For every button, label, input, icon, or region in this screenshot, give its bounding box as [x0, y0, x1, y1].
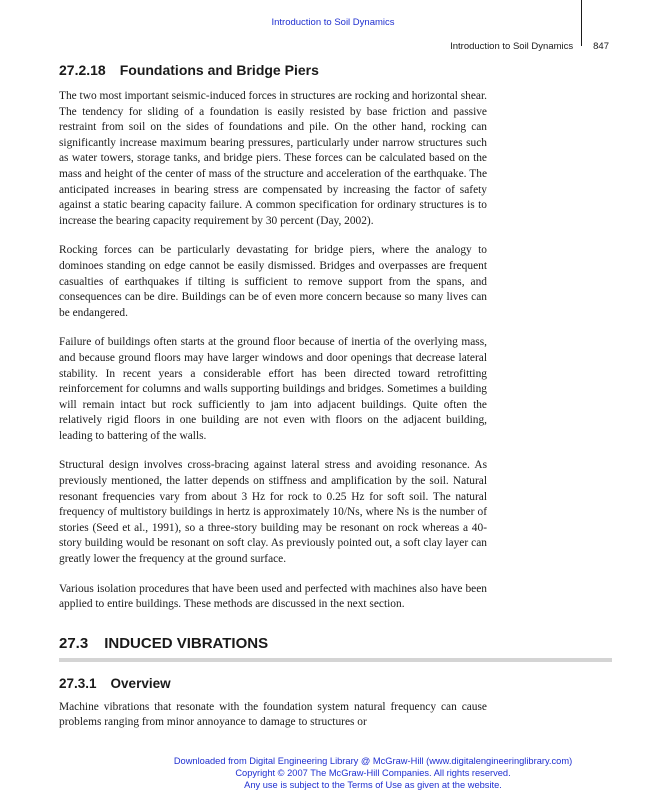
page-number: 847	[593, 41, 609, 52]
section-heading-27-3-1	[59, 676, 487, 691]
page-body	[59, 62, 487, 745]
section-title: INDUCED VIBRATIONS	[104, 634, 269, 652]
section-divider	[59, 658, 612, 662]
footer-notice	[0, 755, 666, 791]
section-number: 27.2.18	[59, 62, 106, 78]
paragraph-isolation-procedures: Various isolation procedures that have been used and perfected with machines also have been applied to entire buildings. These methods are discussed in the next section.	[59, 582, 487, 611]
section-number: 27.3	[59, 634, 89, 652]
footer-download-line[interactable]: Downloaded from Digital Engineering Library @ McGraw-Hill (www.digitalengineeringlibrary.com)	[173, 756, 573, 766]
header-vertical-rule	[581, 0, 582, 46]
section-number: 27.3.1	[59, 675, 97, 691]
paragraph-structural-design: Structural design involves cross-bracing against lateral stress and avoiding resonance. As previously mentioned, the latter depends on stiffness and amplification by the soil. Natural resonant frequencies vary from about 3 Hz for rock to 0.25 Hz for soft soil. The natural frequency of multistory buildings in hertz is approximately 10/Ns, where Ns is the number of stories (Seed et al., 1991), so a three-story building may be resonant on rock whereas a 40-story building would be resonant on soft clay. As previously pointed out, a soft clay layer can greatly lower the frequency at the ground surface.	[59, 459, 487, 566]
running-head	[450, 41, 609, 52]
paragraph-machine-vibrations: Machine vibrations that resonate with the foundation system natural frequency can cause problems ranging from minor annoyance to damage to structures or	[59, 700, 487, 729]
paragraph-rocking-and-shear: The two most important seismic-induced forces in structures are rocking and horizontal shear. The tendency for sliding of a foundation is easily resisted by base friction and passive restraint from soil on the sides of foundations and pile. On the other hand, rocking can significantly increase maximum bearing pressures, particularly under narrow structures such as water towers, storage tanks, and bridge piers. These forces can be calculated based on the mass and height of the center of mass of the structure and acceleration of the earthquake. The anticipated increases in bearing stress are compensated by increasing the factor of safety against a static bearing capacity failure. A common specification for ordinary structures is to increase the bearing capacity requirement by 30 percent (Day, 2002).	[59, 90, 487, 227]
footer-copyright-line: Copyright © 2007 The McGraw-Hill Companies. All rights reserved.	[235, 768, 511, 778]
section-title: Overview	[110, 675, 171, 691]
section-heading-27-3	[59, 635, 487, 652]
paragraph-building-failure: Failure of buildings often starts at the ground floor because of inertia of the overlying mass, and because ground floors may have larger windows and door openings that decrease lateral stability. In recent years a considerable effort has been directed toward retrofitting reinforcement for columns and walls supporting buildings and bridges. Sometimes a building will remain intact but rock sufficiently to jam into adjacent buildings. Quite often the relatively rigid floors in one building are not even with floors on the adjacent building, leading to battering of the walls.	[59, 336, 487, 442]
top-header-link[interactable]: Introduction to Soil Dynamics	[271, 17, 395, 28]
running-title: Introduction to Soil Dynamics	[450, 41, 574, 52]
section-heading-27-2-18	[59, 62, 487, 78]
footer-terms-line[interactable]: Any use is subject to the Terms of Use as given at the website.	[244, 780, 502, 790]
paragraph-bridge-piers: Rocking forces can be particularly devastating for bridge piers, where the analogy to dominoes standing on edge cannot be easily dismissed. Bridges and overpasses are frequent casualties of earthquakes if tilting is sufficient to remove support from the spans, and consequences can be dire. Buildings can be of even more concern because so many lives can be endangered.	[59, 244, 487, 319]
section-title: Foundations and Bridge Piers	[119, 62, 319, 78]
